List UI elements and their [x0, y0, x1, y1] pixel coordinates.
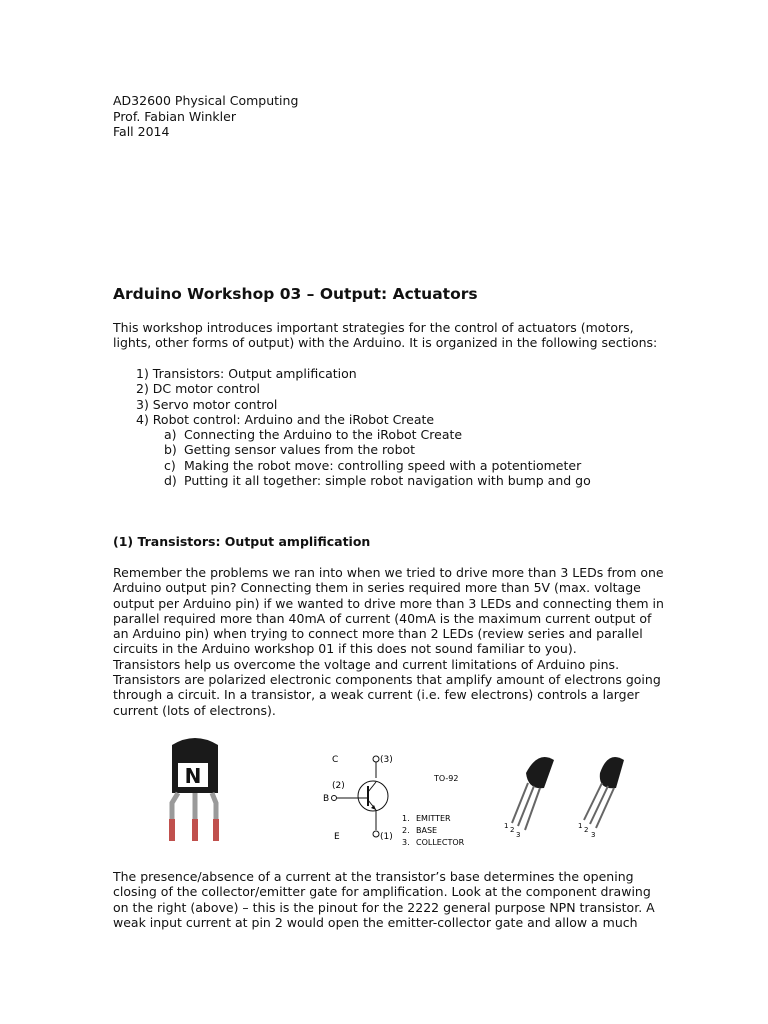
- sub-item-text: Connecting the Arduino to the iRobot Create: [184, 427, 463, 443]
- list-item: 3) Servo motor control: [136, 396, 278, 412]
- pinout-name: BASE: [416, 826, 438, 835]
- package-label: TO-92: [434, 774, 459, 783]
- paragraph-line: an Arduino pin) when trying to connect more than 2 LEDs (review series and parallel: [113, 626, 643, 642]
- sub-list-item: [136, 442, 591, 457]
- list-item: 2) DC motor control: [136, 381, 260, 397]
- sub-item-text: Getting sensor values from the robot: [184, 442, 416, 458]
- paragraph-line: output per Arduino pin) if we wanted to drive more than 3 LEDs and connecting them in: [113, 595, 664, 611]
- paragraph-line: Arduino output pin? Connecting them in series required more than 5V (max. voltage: [113, 580, 641, 596]
- leg-tip: [169, 819, 175, 841]
- course-name: AD32600 Physical Computing: [113, 93, 299, 108]
- emitter-label: E: [334, 832, 340, 842]
- to92-transistor-back: [578, 757, 624, 839]
- section-list: [136, 366, 591, 488]
- pin-number: 1: [504, 822, 509, 830]
- to92-transistor-front: [504, 757, 554, 839]
- transistor-illustration: [160, 735, 230, 845]
- sub-item-letter: d): [164, 473, 177, 489]
- paragraph-line: closing of the collector/emitter gate for amplification. Look at the component drawing: [113, 884, 651, 900]
- intro-line: This workshop introduces important strategies for the control of actuators (motors,: [113, 320, 634, 335]
- sub-list-item: [136, 427, 591, 442]
- pinout-number: 3.: [402, 838, 410, 847]
- paragraph-line: Transistors are polarized electronic components that amplify amount of electrons going: [113, 672, 661, 688]
- pin-number: 3: [516, 831, 521, 839]
- after-figure-paragraph: [113, 869, 673, 930]
- document-title: Arduino Workshop 03 – Output: Actuators: [113, 285, 478, 303]
- collector-pin-label: (3): [380, 755, 393, 765]
- pin-number: 3: [591, 831, 596, 839]
- sub-item-letter: a): [164, 427, 177, 443]
- sub-item-letter: b): [164, 442, 177, 458]
- base-label: B: [323, 794, 330, 804]
- paragraph-line: Remember the problems we ran into when we tried to drive more than 3 LEDs from one: [113, 565, 664, 580]
- sub-list-item: [136, 458, 591, 473]
- paragraph-line: on the right (above) – this is the pinout for the 2222 general purpose NPN transistor. A: [113, 899, 655, 915]
- leg-tip: [213, 819, 219, 841]
- sub-item-letter: c): [164, 457, 176, 473]
- sub-item-text: Putting it all together: simple robot navigation with bump and go: [184, 473, 591, 489]
- paragraph-line: circuits in the Arduino workshop 01 if this does not sound familiar to you).: [113, 641, 577, 657]
- pin-number: 1: [578, 822, 583, 830]
- list-item: 4) Robot control: Arduino and the iRobot Create: [136, 411, 435, 427]
- term: Fall 2014: [113, 124, 170, 139]
- document-header: [113, 93, 298, 140]
- pinout-name: COLLECTOR: [416, 838, 465, 847]
- pin-number: 2: [510, 826, 515, 834]
- section1-paragraph: [113, 565, 673, 718]
- list-item: 1) Transistors: Output amplification: [136, 366, 357, 381]
- pin-number: 2: [584, 826, 589, 834]
- emitter-pin-label: (1): [380, 832, 393, 842]
- paragraph-line: parallel required more than 40mA of current (40mA is the maximum current output of: [113, 610, 652, 626]
- collector-label: C: [332, 755, 339, 765]
- paragraph-line: through a circuit. In a transistor, a weak current (i.e. few electrons) controls a larger: [113, 687, 640, 703]
- professor-name: Prof. Fabian Winkler: [113, 108, 236, 124]
- sub-list-item: [136, 473, 591, 488]
- paragraph-line: The presence/absence of a current at the transistor’s base determines the opening: [113, 869, 634, 884]
- npn-pinout-diagram: [318, 748, 658, 852]
- paragraph-line: weak input current at pin 2 would open the emitter-collector gate and allow a much: [113, 914, 638, 930]
- paragraph-line: current (lots of electrons).: [113, 702, 276, 718]
- pinout-number: 1.: [402, 814, 410, 823]
- intro-line: lights, other forms of output) with the Arduino. It is organized in the following sections:: [113, 335, 658, 351]
- sub-item-text: Making the robot move: controlling speed with a potentiometer: [184, 457, 582, 473]
- base-pin-label: (2): [332, 781, 345, 791]
- paragraph-line: Transistors help us overcome the voltage and current limitations of Arduino pins.: [113, 656, 620, 672]
- intro-paragraph: [113, 320, 673, 351]
- leg-tip: [192, 819, 198, 841]
- transistor-mark: N: [184, 764, 202, 788]
- pinout-number: 2.: [402, 826, 410, 835]
- section-heading: (1) Transistors: Output amplification: [113, 534, 371, 549]
- pinout-name: EMITTER: [416, 814, 451, 823]
